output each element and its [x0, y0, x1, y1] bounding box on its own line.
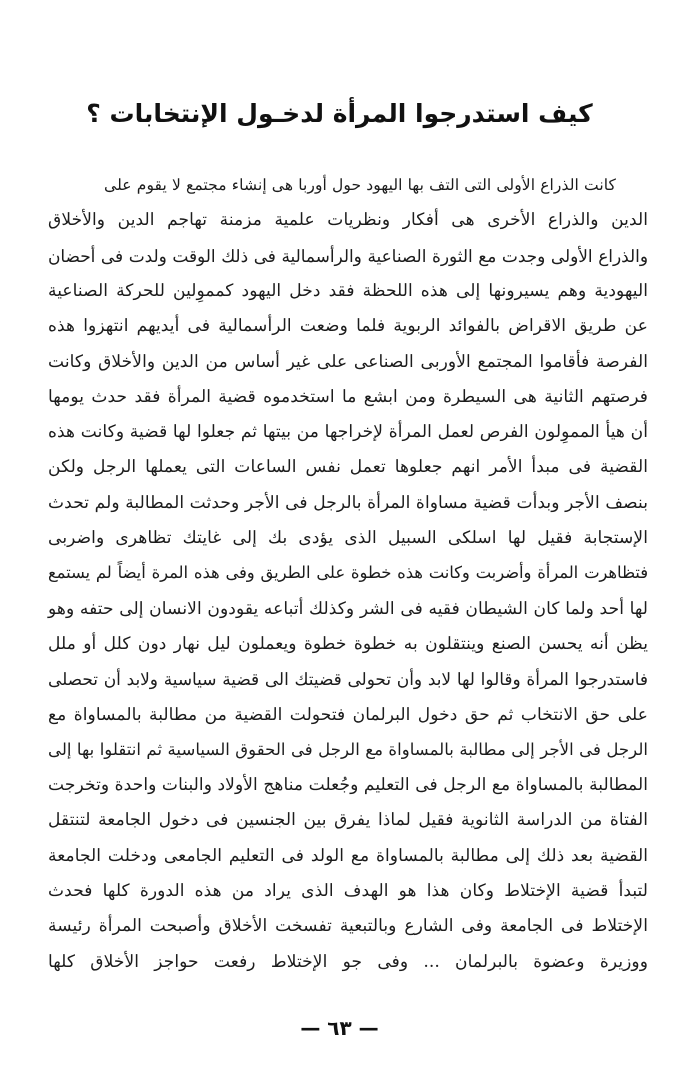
text-line: بنصف الأجر وبدأت قضية مساواة المرأة بالرجل فى الأجر وحدثت المطالبة ولم تحدث [48, 492, 648, 513]
text-line: الرجل فى الأجر إلى مطالبة بالمساواة مع الرجل فى الحقوق السياسية ثم انتقلوا بها إلى [48, 739, 648, 759]
text-line: القضية فى مبدأ الأمر انهم جعلوها تعمل نفس الساعات التى يعملها الرجل ولكن [48, 457, 648, 478]
text-line: ووزيرة وعضوة بالبرلمان ... وفى جو الإختلاط رفعت حواجز الأخلاق كلها [48, 951, 648, 972]
page-number: — ٦٣ — [300, 1016, 379, 1040]
text-line: الفتاة من الدراسة الثانوية فقيل لماذا يفرق بين الجنسين فى دخول الجامعة لتنتقل [48, 810, 648, 831]
text-line: القضية بعد ذلك إلى مطالبة بالمساواة مع الولد فى التعليم الجامعى ودخلت الجامعة [48, 845, 648, 866]
text-line: الإختلاط فى الجامعة وفى الشارع وبالتبعية تفسخت الأخلاق وأصبحت المرأة رئيسة [48, 916, 648, 937]
text-line: والذراع الأولى وجدت مع الثورة الصناعية والرأسمالية فى ذلك الوقت ولدت فى أحضان [48, 245, 648, 266]
text-line: الفرصة فأقاموا المجتمع الأوربى الصناعى على غير أساس من الدين والأخلاق وكانت [48, 351, 648, 372]
text-line: الدين والذراع الأخرى هى أفكار ونظريات علمية مزمنة تهاجم الدين والأخلاق [48, 210, 648, 231]
text-line: الإستجابة فقيل لها اسلكى السبيل الذى يؤدى بك إلى غايتك تظاهرى واضربى [48, 528, 648, 548]
text-line: كانت الذراع الأولى التى التف بها اليهود حول أوربا هى إنشاء مجتمع لا يقوم على [104, 175, 616, 194]
chapter-title: كيف استدرجوا المرأة لدخـول الإنتخابات ؟ [86, 99, 593, 128]
text-line: فتظاهرت المرأة وأضربت وكانت هذه خطوة على الطريق وفى هذه المرة أيضاً لم يستمع [48, 563, 648, 583]
text-line: لها أحد ولما كان الشيطان فقيه فى الشر وكذلك أتباعه يقودون الانسان إلى حتفه وهو [48, 598, 648, 619]
text-line: فاستدرجوا المرأة وقالوا لها لابد وأن تحولى قضيتك الى قضية سياسية ولابد أن تحصلى [48, 669, 648, 690]
text-line: فرصتهم الثانية هى السيطرة ومن ابشع ما استخدموه قضية المرأة فقد حدث يومها [48, 386, 648, 407]
text-line: لتبدأ قضية الإختلاط وكان هذا هو الهدف الذى يراد من هذه الدورة كلها فحدث [48, 881, 648, 901]
text-line: على حق الانتخاب ثم حق دخول البرلمان فتحولت القضية من مطالبة بالمساواة مع [48, 704, 648, 725]
text-line: أن هيأ المموِلون الفرص لعمل المرأة لإخراجها من بيتها ثم جعلوا لها قضية وكانت هذه [48, 422, 648, 443]
text-line: اليهودية وهم يسيرونها إلى هذه اللحظة فقد دخل اليهود كمموِلين للحركة الصناعية [48, 280, 648, 301]
text-line: يظن أنه يحسن الصنع وينتقلون به خطوة خطوة ويعملون ليل نهار دون كلل أو ملل [48, 633, 648, 654]
text-line: عن طريق الاقراض بالفوائد الربوية فلما وضعت الرأسمالية فى أيديهم انتهزوا هذه [48, 316, 648, 337]
text-line: المطالبة بالمساواة مع الرجل فى التعليم وجُعلت مناهج الأولاد والبنات واحدة وتخرجت [48, 775, 648, 796]
